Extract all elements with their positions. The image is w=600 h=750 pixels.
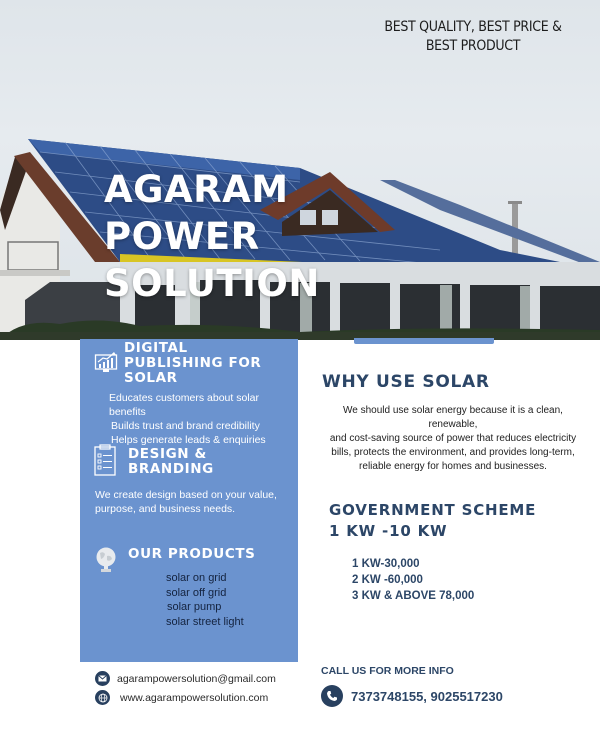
title-line: BRANDING (128, 461, 214, 477)
point-item: Helps generate leads & enquiries (111, 434, 266, 446)
globe-tree-icon (95, 547, 117, 573)
why-solar-text (318, 404, 588, 474)
text-line: reliable energy for homes and businesses. (359, 461, 547, 472)
tagline-line-1: BEST QUALITY, BEST PRICE & (384, 19, 562, 35)
title-line: SOLAR (124, 370, 178, 386)
title-line: PUBLISHING FOR (124, 355, 262, 371)
tagline-line-2: BEST PRODUCT (425, 38, 521, 54)
call-us-label: CALL US FOR MORE INFO (321, 665, 454, 677)
point-item: Educates customers about solar benefits (109, 392, 259, 418)
price-item: 3 KW & ABOVE 78,000 (352, 590, 475, 602)
point-item: Builds trust and brand credibility (111, 420, 260, 432)
title-line: DESIGN & (128, 446, 207, 462)
accent-bar (354, 338, 494, 344)
price-item: 2 KW -60,000 (352, 574, 423, 586)
price-item: 1 KW-30,000 (352, 558, 420, 570)
tagline (368, 18, 578, 56)
text-line: and cost-saving source of power that reduces electricity (329, 433, 577, 444)
product-item: solar on grid (166, 572, 227, 584)
title-line: 1 KW -10 KW (329, 522, 448, 540)
phone-numbers[interactable]: 7373748155, 9025517230 (351, 688, 503, 704)
website-row (95, 690, 268, 705)
brand-line-2: POWER (104, 215, 260, 258)
text-line: purpose, and business needs. (95, 503, 236, 515)
products-list (166, 571, 244, 629)
website-link[interactable]: www.agarampowersolution.com (120, 691, 269, 704)
design-text (95, 488, 277, 516)
chart-monitor-icon (94, 351, 118, 375)
brand-line-3: SOLUTION (104, 262, 320, 305)
brand-line-1: AGARAM (104, 168, 289, 211)
scheme-price-list (352, 556, 474, 604)
product-item: solar pump (167, 601, 222, 613)
title-line: DIGITAL (124, 340, 188, 356)
text-line: We create design based on your value, (95, 489, 277, 501)
email-link[interactable]: agarampowersolution@gmail.com (117, 672, 276, 685)
product-item: solar street light (166, 615, 244, 628)
brand-title (104, 166, 320, 307)
checklist-icon (94, 444, 116, 476)
digital-points (109, 391, 298, 447)
text-line: bills, protects the environment, and provides long-term, (331, 447, 575, 458)
services-panel (80, 339, 298, 662)
text-line: We should use solar energy because it is a clean, renewable, (343, 405, 563, 430)
phone-icon (321, 685, 343, 707)
digital-publishing-title (124, 341, 261, 386)
title-line: GOVERNMENT SCHEME (329, 501, 537, 519)
product-item: solar off grid (166, 586, 227, 599)
hero-banner (0, 0, 600, 340)
why-solar-title: WHY USE SOLAR (322, 372, 490, 392)
email-row (95, 671, 276, 686)
mail-icon (95, 671, 110, 686)
phone-row (321, 685, 503, 707)
our-products-title: OUR PRODUCTS (128, 546, 256, 562)
design-branding-title (128, 447, 214, 477)
globe-icon (95, 690, 110, 705)
government-scheme-title (329, 500, 536, 542)
